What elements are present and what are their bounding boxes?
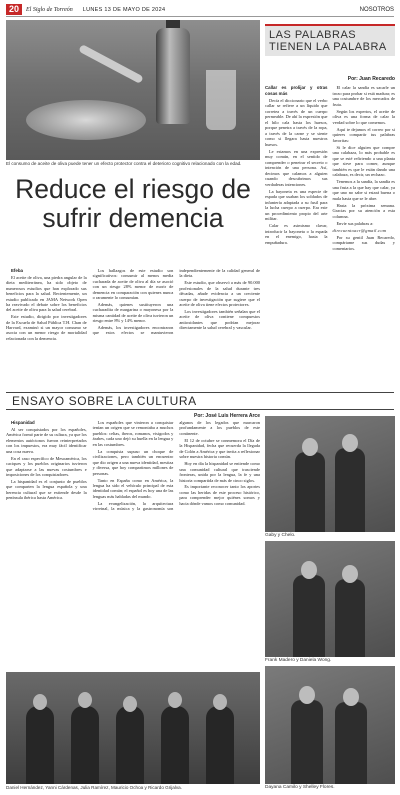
story-paragraph: Además, quienes sustituyeron una cucharadita de margarina o mayonesa por la misma cantidad de aceite de oliva tuvieron un riesgo entre 8% y 14% menor. — [92, 301, 174, 324]
column-title: LAS PALABRAS TIENEN LA PALABRA — [269, 29, 387, 53]
photo-figure — [71, 706, 99, 784]
column-paragraph: Hasta la próxima semana. Gracias por su atención a esta columna. — [332, 202, 395, 219]
photo-face — [213, 694, 227, 710]
column-body — [265, 85, 395, 390]
column-paragraph: Le estamos en una expresión muy común, en el sentido de comprender o penetrar el secreto o intención de una persona. Así, decimos que calamos a alguien cuando descubrimos sus verdaderas intenciones. — [265, 148, 328, 187]
photo-figure — [335, 579, 365, 657]
column-header — [265, 24, 395, 56]
column-lead: Callar es prolijar y otras cosas más — [265, 85, 328, 96]
column-paragraph: Si le dice alguien que compre una calabaza, lo más probable es que se esté refiriendo a una planta que sirve para comer, aunque también es que le están dando una calabaza, es decir, un rechazo. — [332, 144, 395, 177]
column-paragraph: Envíe sus palabras a: — [336, 220, 374, 226]
column-email-link[interactable]: direcuentoacr@gmail.com — [332, 227, 387, 233]
photo-face — [302, 438, 318, 456]
essay-paragraph: Al ser conquistados por los españoles, América formó parte de su cultura, ya que los elementos autóctonos fueron reinterpretados con los impuestos, era muy fácil identificar una cosa nueva. — [6, 426, 87, 454]
column-paragraph: Calar es asimismo clavar, introducir la bayoneta o la espada en el enemigo, hasta la empuñadura. — [265, 223, 328, 245]
essay-paragraph: La hispanidad es el conjunto de pueblos que comparten la lengua española y una herencia cultural que se extiende desde la península ibérica hasta América. — [6, 479, 87, 501]
column-author: Por: Juan Recaredo — [347, 76, 395, 82]
essay-paragraph: Los españoles que vinieron a conquistar tenían un origen que se remontaba a muchos pueblos: celtas, iberos, romanos, visigodos y árabes, cada uno dejó su huella en la lengua y en las costumbres. — [92, 420, 174, 447]
photo-glass — [206, 70, 236, 130]
column-paragraph: Tenemos a la sandía, la sandía es una fruta a la que hay que calar, ya que uno no sabe si estará buena o mala hasta que se le abre. — [332, 179, 395, 201]
story-paragraph: Los hallazgos de este estudio son significativos: consumir al menos media cucharada de aceite de oliva al día se asoció con un riesgo 28% menor de morir de demencia en comparación con quienes nunca o raramente lo consumían. — [92, 268, 174, 301]
photo-spoon — [78, 44, 144, 84]
photo-caption: El consumo de aceite de oliva puede tener un efecto protector contra el deterioro cognitivo relacionado con la edad. — [6, 161, 242, 166]
essay-paragraph: Hoy en día la hispanidad se entiende como una comunidad cultural que trasciende fronteras, unida por la lengua, la fe y una historia compartida de más de cinco siglos. — [179, 461, 260, 483]
section-name: NOSOTROS — [359, 6, 394, 13]
essay-paragraph: En el caso específico de Mesoamérica, los caciques y los pueblos originarios tuvieron que adaptarse a las nuevas costumbres e imposiciones de los conquistadores. — [6, 455, 87, 478]
essay-section-title: ENSAYO SOBRE LA CULTURA — [12, 394, 197, 408]
photo-figure — [206, 706, 234, 784]
column-paragraph: El calar la sandía es sacarle un trozo para probar si está madura; es una costumbre de los mercados de fruta. — [332, 85, 395, 107]
photo-face — [343, 688, 359, 706]
essay-paragraph: Tanto en España como en América, la lengua ha sido el vehículo principal de esta identidad común; el español es hoy una de las lenguas más habladas del mundo. — [92, 477, 174, 499]
photo-figure — [295, 452, 325, 532]
main-story-body — [6, 268, 260, 378]
story-paragraph: El aceite de oliva, una piedra angular de la dieta mediterránea, ha sido objeto de numerosos estudios que han explorado sus beneficios para la salud. Recientemente, un estudio publicado en JAMA Network Open ha reavivado el debate sobre los beneficios del aceite de oliva para la salud cerebral. — [6, 274, 87, 313]
photo-face — [33, 694, 47, 710]
essay-paragraph: El 12 de octubre se conmemora el Día de la Hispanidad, fecha que recuerda la llegada de Colón a América y que invita a reflexionar sobre nuestra historia común. — [179, 437, 260, 460]
photo-face — [342, 565, 358, 583]
essay-paragraph: Es importante reconocer tanto los aportes como las heridas de este proceso histórico, para comprender mejor quiénes somos y hacia dónde vamos como comunidad. — [179, 484, 260, 506]
story-paragraph: Este estudio, dirigido por investigadores de la Escuela de Salud Pública T.H. Chan de Harvard, examinó si un mayor consumo se asocia con un menor riesgo de mortalidad relacionada con la demencia. — [6, 314, 87, 341]
column-paragraph: Decía el diccionario que el verbo callar se refiere a un líquido que corretea a través de un cuerpo permeable. De ahí la expresión que el hilo cala hasta los huesos, porque penetra a través de la ropa, a través de la carne y se siente como si llegara hasta nuestros huesos. — [265, 97, 328, 147]
photo-figure — [161, 706, 189, 784]
paper-name: El Siglo de Torreón — [26, 6, 73, 13]
essay-author: Por: José Luis Herrera Arce — [194, 413, 260, 419]
story-paragraph: Este estudio, que observó a más de 90.000 profesionales de la salud durante tres décadas, añade evidencia a un creciente cuerpo de investigación que sugiere que el aceite de oliva tiene efectos protectores. — [179, 280, 260, 307]
photo-figure — [26, 706, 54, 784]
photo-figure — [335, 702, 367, 784]
photo-caption: Gaby y Chelo. — [265, 533, 296, 538]
photo-figure — [335, 448, 365, 532]
photo-gaby-chelo — [265, 416, 395, 532]
story-dateline: Efeba — [11, 268, 23, 273]
photo-dish — [26, 100, 146, 140]
olive-oil-photo — [6, 20, 260, 160]
masthead — [6, 3, 394, 17]
photo-madero-wong — [265, 541, 395, 657]
photo-caption: Dayana Camilo y Shelley Flores. — [265, 785, 335, 790]
essay-section-bar — [6, 392, 394, 410]
photo-face — [299, 686, 315, 704]
group-photo — [6, 672, 260, 784]
issue-date: LUNES 13 DE MAYO DE 2024 — [82, 6, 166, 13]
story-paragraph: Los investigadores también señalan que el aceite de oliva contiene compuestos antioxidantes que podrían mejorar directamente la salud cerebral y vascular. — [179, 308, 260, 331]
photo-figure — [293, 575, 325, 657]
main-headline: Reduce el riesgo de sufrir demencia — [15, 174, 251, 233]
column-paragraph: La bayoneta es una especie de espada que usaban los soldados de infantería adaptada a su fusil para la lucha cuerpo a cuerpo. Era este un procedimiento propio del arte militar. — [265, 188, 328, 221]
photo-face — [123, 696, 137, 712]
essay-subtitle: Hispanidad — [11, 420, 35, 425]
photo-face — [168, 692, 182, 708]
column-paragraph: Por su gentil Juan Recaredo, compártame sus dudas y comentarios. — [332, 234, 395, 251]
group-photo-caption: Daniel Hernández, Yanni Cárdenas, Julia Ramírez, Mauricio Ochoa y Ricardo Grijalva. — [6, 785, 183, 790]
photo-figure — [291, 700, 323, 784]
page-number: 20 — [6, 4, 22, 15]
essay-paragraph: La evangelización, la arquitectura virreinal, la música y la gastronomía son algunos de los legados que marcaron profundamente a los pueblos de este continente. — [92, 420, 260, 512]
photo-face — [342, 434, 358, 452]
column-paragraph: Aquí te dejamos el correo por si quieres compartir tus palabras favoritas: — [332, 126, 395, 143]
photo-face — [301, 561, 317, 579]
story-paragraph: Además, los investigadores encontraron que estos efectos se mantuvieron independientemente de la calidad general de la dieta. — [92, 268, 260, 336]
essay-paragraph: La conquista supuso un choque de civilizaciones, pero también un encuentro que dio origen a una nueva identidad, mestiza y diversa, que hoy compartimos millones de personas. — [92, 448, 174, 476]
column-paragraph: Según los expertos, el aceite de oliva es una forma de calar la verdad sobre lo que comemos. — [332, 108, 395, 125]
photo-caption: Frank Madero y Daniela Wong. — [265, 658, 332, 663]
essay-body — [6, 420, 260, 670]
photo-face — [78, 692, 92, 708]
photo-bottle — [156, 28, 190, 124]
photo-camilo-flores — [265, 666, 395, 784]
photo-figure — [116, 706, 144, 784]
